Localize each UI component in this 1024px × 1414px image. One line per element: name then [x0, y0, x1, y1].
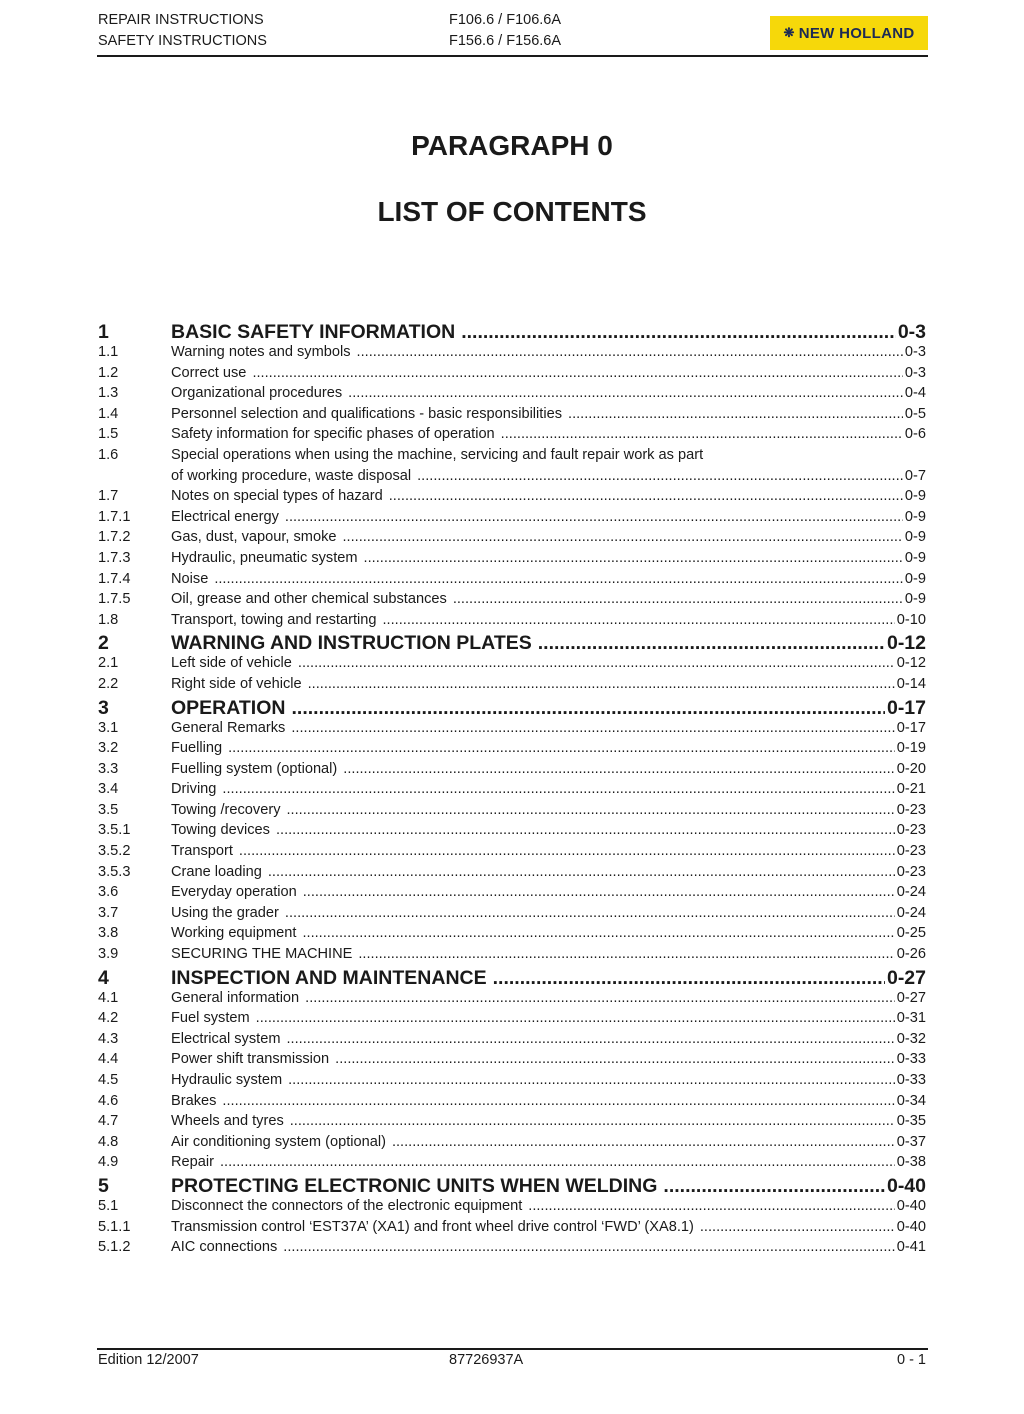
toc-entry-page: 0-14 [896, 675, 926, 692]
toc-entry-page: 0-9 [904, 591, 926, 608]
toc-entry-title-wrap [171, 1239, 897, 1255]
toc-leader-dots [383, 612, 895, 628]
toc-entry-page: 0-32 [896, 1030, 926, 1047]
table-of-contents [98, 321, 926, 1260]
toc-entry-page: 0-27 [896, 989, 926, 1006]
toc-entry-page: 0-10 [896, 611, 926, 628]
toc-entry-row[interactable] [98, 509, 926, 530]
paragraph-title: PARAGRAPH 0 [411, 130, 613, 161]
toc-entry-title: General Remarks [171, 719, 286, 736]
header-divider [97, 55, 928, 57]
toc-entry-title-wrap [171, 990, 897, 1006]
toc-leader-dots [417, 468, 903, 484]
toc-leader-dots [222, 1093, 894, 1109]
toc-entry-title: Transport, towing and restarting [171, 611, 377, 628]
toc-leader-dots [220, 1154, 895, 1170]
toc-entry-title: Driving [171, 781, 217, 798]
toc-entry-page: 0-26 [896, 946, 926, 963]
toc-entry-title-wrap [171, 697, 887, 720]
toc-entry-page: 0-3 [904, 364, 926, 381]
toc-leader-dots [239, 843, 895, 859]
toc-entry-number: 4.4 [98, 1051, 119, 1068]
toc-leader-dots [461, 321, 896, 344]
toc-entry-title: Towing /recovery [171, 801, 281, 818]
toc-entry-title: Noise [171, 570, 209, 587]
toc-entry-title-wrap [171, 1031, 897, 1047]
toc-entry-page: 0-12 [886, 632, 926, 655]
toc-entry-title: OPERATION [171, 696, 286, 719]
toc-entry-row[interactable] [98, 781, 926, 802]
toc-section-row[interactable] [98, 321, 926, 344]
toc-entry-title-wrap [171, 864, 897, 880]
toc-leader-dots [287, 802, 895, 818]
toc-entry-number: 1.4 [98, 405, 119, 422]
toc-leader-dots [700, 1219, 895, 1235]
toc-leader-dots [392, 1134, 895, 1150]
toc-entry-title-wrap [171, 632, 887, 655]
toc-entry-row[interactable] [98, 946, 926, 967]
toc-entry-page: 0-24 [896, 904, 926, 921]
toc-entry-number: 3.5 [98, 801, 119, 818]
toc-entry-number: 4.9 [98, 1154, 119, 1171]
toc-entry-number: 3.3 [98, 760, 119, 777]
toc-entry-title-wrap [171, 468, 905, 484]
toc-entry-number: 4.2 [98, 1010, 119, 1027]
toc-entry-title-wrap [171, 447, 926, 463]
toc-entry-title: Right side of vehicle [171, 675, 302, 692]
toc-entry-title-wrap [171, 1219, 897, 1235]
toc-entry-title: Everyday operation [171, 884, 297, 901]
toc-entry-number: 1.6 [98, 446, 119, 463]
toc-entry-number: 3 [98, 696, 109, 719]
toc-leader-dots [285, 905, 895, 921]
toc-entry-row[interactable] [98, 720, 926, 741]
toc-entry-title: Hydraulic system [171, 1072, 283, 1088]
toc-entry-title-wrap [171, 761, 897, 777]
toc-entry-row[interactable] [98, 1198, 926, 1219]
toc-entry-title-wrap [171, 925, 897, 941]
footer-page-number: 0 - 1 [896, 1352, 926, 1368]
toc-entry-title-wrap [171, 529, 905, 545]
toc-entry-page: 0-35 [896, 1113, 926, 1130]
toc-entry-row[interactable] [98, 385, 926, 406]
toc-entry-title-wrap [171, 676, 897, 692]
toc-leader-dots [214, 571, 903, 587]
toc-entry-title-wrap [171, 802, 897, 818]
toc-entry-title-wrap [171, 488, 905, 504]
toc-entry-number: 4.1 [98, 989, 119, 1006]
toc-leader-dots [286, 1031, 894, 1047]
toc-section-row[interactable] [98, 697, 926, 720]
toc-leader-dots [291, 720, 894, 736]
toc-entry-title: SECURING THE MACHINE [171, 946, 353, 963]
toc-entry-title: Fuelling [171, 740, 223, 757]
toc-section-row[interactable] [98, 632, 926, 655]
toc-entry-page: 0-41 [896, 1239, 926, 1256]
toc-leader-dots [291, 697, 884, 720]
toc-leader-dots [357, 344, 903, 360]
toc-entry-title-wrap [171, 884, 897, 900]
toc-entry-page: 0-33 [896, 1072, 926, 1088]
toc-leader-dots [663, 1175, 885, 1198]
toc-entry-row[interactable] [98, 802, 926, 823]
toc-entry-number: 1.7.3 [98, 549, 131, 566]
toc-entry-row[interactable] [98, 822, 926, 843]
toc-entry-number: 5 [98, 1174, 109, 1197]
toc-entry-title: Transport [171, 843, 233, 860]
toc-entry-row[interactable] [98, 925, 926, 946]
toc-entry-page: 0-9 [904, 549, 926, 566]
toc-entry-row[interactable] [98, 1113, 926, 1134]
toc-entry-row[interactable] [98, 990, 926, 1011]
toc-entry-page: 0-9 [904, 529, 926, 546]
toc-entry-row[interactable] [98, 655, 926, 676]
toc-entry-title-wrap [171, 385, 905, 401]
toc-entry-row[interactable] [98, 344, 926, 365]
new-holland-logo-icon: ❋ [783, 25, 795, 40]
toc-entry-number: 3.7 [98, 904, 119, 921]
toc-entry-title-wrap [171, 1175, 887, 1198]
header-model-line2: F156.6 / F156.6A [449, 33, 562, 49]
toc-leader-dots [268, 864, 895, 880]
toc-entry-page: 0-25 [896, 925, 926, 942]
toc-entry-row[interactable] [98, 426, 926, 447]
toc-entry-title: Electrical energy [171, 508, 279, 525]
toc-entry-title: Left side of vehicle [171, 655, 292, 672]
toc-entry-number: 2.2 [98, 675, 119, 692]
toc-leader-dots [342, 529, 902, 545]
toc-entry-title-wrap [171, 612, 897, 628]
toc-entry-page: 0-23 [896, 822, 926, 839]
toc-entry-title-wrap [171, 1198, 897, 1214]
toc-entry-page: 0-40 [896, 1218, 926, 1235]
toc-entry-title: Brakes [171, 1092, 217, 1109]
toc-entry-page: 0-33 [896, 1051, 926, 1068]
toc-entry-title-wrap [171, 1072, 897, 1088]
toc-entry-title: Correct use [171, 364, 247, 381]
toc-entry-number: 1.2 [98, 364, 119, 381]
toc-leader-dots [283, 1239, 895, 1255]
toc-entry-title: Oil, grease and other chemical substances [171, 591, 447, 608]
toc-leader-dots [568, 406, 903, 422]
toc-entry-number: 1.7.2 [98, 529, 131, 546]
header-left [98, 10, 267, 52]
toc-entry-row[interactable] [98, 406, 926, 427]
toc-entry-row[interactable] [98, 365, 926, 386]
toc-leader-dots [302, 925, 894, 941]
toc-entry-page: 0-38 [896, 1154, 926, 1171]
toc-entry-number: 1.7.1 [98, 508, 131, 525]
toc-entry-title: Wheels and tyres [171, 1113, 284, 1130]
toc-entry-row[interactable] [98, 740, 926, 761]
toc-entry-number: 1.5 [98, 426, 119, 443]
toc-entry-title: BASIC SAFETY INFORMATION [171, 321, 456, 343]
toc-leader-dots [308, 676, 895, 692]
toc-leader-dots [276, 822, 895, 838]
toc-entry-page: 0-17 [896, 719, 926, 736]
toc-entry-row[interactable] [98, 591, 926, 612]
toc-entry-title-wrap [171, 550, 905, 566]
toc-entry-number: 4.8 [98, 1133, 119, 1150]
toc-entry-title-wrap [171, 720, 897, 736]
toc-entry-number: 3.4 [98, 781, 119, 798]
toc-leader-dots [228, 740, 895, 756]
toc-entry-row[interactable] [98, 1154, 926, 1175]
toc-entry-page: 0-27 [886, 966, 926, 989]
toc-entry-title-wrap [171, 1051, 897, 1067]
toc-entry-page: 0-9 [904, 488, 926, 505]
toc-entry-page: 0-6 [904, 426, 926, 443]
toc-entry-title: Power shift transmission [171, 1051, 330, 1068]
toc-entry-title: of working procedure, waste disposal [171, 467, 412, 484]
toc-entry-title-wrap [171, 365, 905, 381]
toc-entry-title: PROTECTING ELECTRONIC UNITS WHEN WELDING [171, 1174, 658, 1197]
toc-entry-title-wrap [171, 740, 897, 756]
toc-entry-title-wrap [171, 591, 905, 607]
toc-entry-title: Towing devices [171, 822, 270, 839]
header-safety-instructions: SAFETY INSTRUCTIONS [98, 33, 267, 49]
toc-entry-page: 0-4 [904, 385, 926, 402]
toc-entry-title: Personnel selection and qualifications - basic responsibilities [171, 405, 563, 422]
toc-entry-number: 3.5.3 [98, 863, 131, 880]
toc-entry-row[interactable] [98, 488, 926, 509]
toc-entry-page: 0-3 [897, 321, 926, 343]
toc-entry-number: 5.1.1 [98, 1218, 131, 1235]
toc-entry-title-wrap [171, 822, 897, 838]
header-model-line1: F106.6 / F106.6A [449, 12, 562, 28]
toc-leader-dots [285, 509, 903, 525]
toc-entry-number: 3.5.2 [98, 843, 131, 860]
toc-entry-title: AIC connections [171, 1239, 278, 1256]
toc-entry-number: 5.1.2 [98, 1239, 131, 1256]
toc-entry-page: 0-19 [896, 740, 926, 757]
toc-entry-title-wrap [171, 905, 897, 921]
toc-leader-dots [298, 655, 895, 671]
toc-leader-dots [290, 1113, 895, 1129]
logo-text: NEW HOLLAND [798, 24, 915, 42]
toc-entry-number: 4 [98, 966, 109, 989]
toc-entry-title: General information [171, 989, 300, 1006]
toc-leader-dots [348, 385, 903, 401]
toc-leader-dots [303, 884, 895, 900]
toc-entry-title: Fuelling system (optional) [171, 760, 338, 777]
toc-entry-title-wrap [171, 509, 905, 525]
toc-entry-title-wrap [171, 1093, 897, 1109]
toc-leader-dots [364, 550, 903, 566]
toc-entry-row[interactable] [98, 1239, 926, 1260]
toc-entry-title-wrap [171, 1154, 897, 1170]
toc-entry-title: Organizational procedures [171, 385, 343, 402]
toc-entry-row[interactable] [98, 905, 926, 926]
toc-leader-dots [358, 946, 894, 962]
toc-entry-page: 0-9 [904, 570, 926, 587]
toc-entry-page: 0-40 [886, 1174, 926, 1197]
toc-entry-number: 1.8 [98, 611, 119, 628]
toc-entry-title: Crane loading [171, 863, 262, 880]
toc-entry-number: 2 [98, 632, 109, 655]
toc-entry-page: 0-21 [896, 781, 926, 798]
footer-divider [97, 1348, 928, 1350]
toc-entry-title-wrap [171, 1010, 897, 1026]
toc-entry-title-wrap [171, 946, 897, 962]
toc-entry-page: 0-9 [904, 508, 926, 525]
toc-entry-title-wrap [171, 344, 905, 360]
toc-leader-dots [222, 781, 894, 797]
toc-entry-page: 0-40 [896, 1197, 926, 1214]
toc-entry-number: 1.7.4 [98, 570, 131, 587]
toc-entry-title: INSPECTION AND MAINTENANCE [171, 966, 487, 989]
toc-entry-page: 0-37 [896, 1133, 926, 1150]
toc-leader-dots [501, 426, 903, 442]
toc-entry-title-wrap [171, 1113, 897, 1129]
toc-leader-dots [538, 632, 885, 655]
toc-section-row[interactable] [98, 967, 926, 990]
toc-entry-row[interactable] [98, 1031, 926, 1052]
toc-entry-number: 1 [98, 321, 109, 343]
toc-entry-number: 4.7 [98, 1113, 119, 1130]
toc-entry-title: Transmission control ‘EST37A’ (XA1) and front wheel drive control ‘FWD’ (XA8.1) [171, 1218, 694, 1235]
toc-entry-page: 0-34 [896, 1092, 926, 1109]
toc-entry-title: Using the grader [171, 904, 279, 921]
toc-leader-dots [305, 990, 895, 1006]
toc-entry-page: 0-17 [886, 696, 926, 719]
toc-entry-row[interactable] [98, 571, 926, 592]
toc-entry-title: Hydraulic, pneumatic system [171, 549, 358, 566]
toc-entry-title-wrap [171, 426, 905, 442]
toc-entry-title: Notes on special types of hazard [171, 488, 383, 505]
toc-entry-row[interactable] [98, 468, 926, 489]
toc-leader-dots [256, 1010, 895, 1026]
toc-leader-dots [528, 1198, 895, 1214]
toc-entry-title-wrap [171, 655, 897, 671]
toc-entry-number: 5.1 [98, 1197, 119, 1214]
toc-entry-title-wrap [171, 406, 905, 422]
toc-entry-page: 0-24 [896, 884, 926, 901]
toc-entry-title: Safety information for specific phases of operation [171, 426, 495, 443]
toc-entry-number: 3.5.1 [98, 822, 131, 839]
toc-entry-number: 1.3 [98, 385, 119, 402]
toc-entry-row[interactable] [98, 1051, 926, 1072]
new-holland-logo [770, 16, 928, 50]
toc-entry-row[interactable] [98, 1072, 926, 1093]
list-of-contents-title: LIST OF CONTENTS [377, 196, 647, 227]
toc-entry-page: 0-23 [896, 801, 926, 818]
toc-entry-row[interactable] [98, 447, 926, 468]
toc-entry-page: 0-12 [896, 655, 926, 672]
footer-edition: Edition 12/2007 [98, 1352, 199, 1368]
toc-entry-row[interactable] [98, 1219, 926, 1240]
toc-leader-dots [343, 761, 895, 777]
toc-entry-number: 1.7 [98, 488, 119, 505]
toc-entry-title: Warning notes and symbols [171, 344, 351, 360]
toc-section-row[interactable] [98, 1175, 926, 1198]
toc-entry-number: 3.9 [98, 946, 119, 963]
toc-leader-dots [453, 591, 903, 607]
toc-entry-row[interactable] [98, 761, 926, 782]
toc-leader-dots [288, 1072, 895, 1088]
toc-entry-row[interactable] [98, 529, 926, 550]
toc-entry-row[interactable] [98, 1093, 926, 1114]
toc-entry-number: 3.6 [98, 884, 119, 901]
toc-entry-number: 4.3 [98, 1030, 119, 1047]
toc-entry-title: Air conditioning system (optional) [171, 1133, 386, 1150]
toc-leader-dots [252, 365, 902, 381]
toc-entry-row[interactable] [98, 843, 926, 864]
toc-entry-number: 3.1 [98, 719, 119, 736]
header-repair-instructions: REPAIR INSTRUCTIONS [98, 12, 264, 28]
toc-entry-title: Electrical system [171, 1030, 281, 1047]
toc-entry-number: 2.1 [98, 655, 119, 672]
toc-leader-dots [493, 967, 885, 990]
toc-entry-row[interactable] [98, 676, 926, 697]
toc-entry-page: 0-5 [904, 405, 926, 422]
footer-doc-number: 87726937A [449, 1352, 524, 1368]
toc-entry-number: 4.5 [98, 1072, 119, 1088]
toc-entry-number: 4.6 [98, 1092, 119, 1109]
toc-leader-dots [335, 1051, 895, 1067]
toc-entry-title: Repair [171, 1154, 214, 1171]
toc-entry-page: 0-23 [896, 863, 926, 880]
toc-entry-row[interactable] [98, 864, 926, 885]
toc-entry-title: Gas, dust, vapour, smoke [171, 529, 337, 546]
toc-entry-title-wrap [171, 321, 898, 344]
toc-entry-row[interactable] [98, 550, 926, 571]
toc-entry-title-wrap [171, 967, 887, 990]
toc-entry-title: Fuel system [171, 1010, 250, 1027]
toc-entry-page: 0-3 [904, 344, 926, 360]
toc-entry-row[interactable] [98, 1010, 926, 1031]
toc-entry-title-wrap [171, 1134, 897, 1150]
toc-leader-dots [389, 488, 903, 504]
toc-entry-title-wrap [171, 781, 897, 797]
toc-entry-title: Special operations when using the machine, servicing and fault repair work as part [171, 446, 704, 463]
toc-entry-page: 0-20 [896, 760, 926, 777]
toc-entry-number: 3.8 [98, 925, 119, 942]
toc-entry-number: 1.7.5 [98, 591, 131, 608]
toc-entry-row[interactable] [98, 1134, 926, 1155]
toc-entry-page: 0-23 [896, 843, 926, 860]
toc-entry-number: 3.2 [98, 740, 119, 757]
toc-entry-row[interactable] [98, 612, 926, 633]
toc-entry-title-wrap [171, 571, 905, 587]
toc-entry-title: WARNING AND INSTRUCTION PLATES [171, 632, 532, 655]
toc-entry-title: Working equipment [171, 925, 297, 942]
toc-entry-title-wrap [171, 843, 897, 859]
toc-entry-number: 1.1 [98, 344, 119, 360]
toc-entry-row[interactable] [98, 884, 926, 905]
toc-entry-title: Disconnect the connectors of the electronic equipment [171, 1197, 523, 1214]
toc-entry-page: 0-31 [896, 1010, 926, 1027]
header-model [449, 10, 561, 52]
toc-entry-page: 0-7 [904, 467, 926, 484]
